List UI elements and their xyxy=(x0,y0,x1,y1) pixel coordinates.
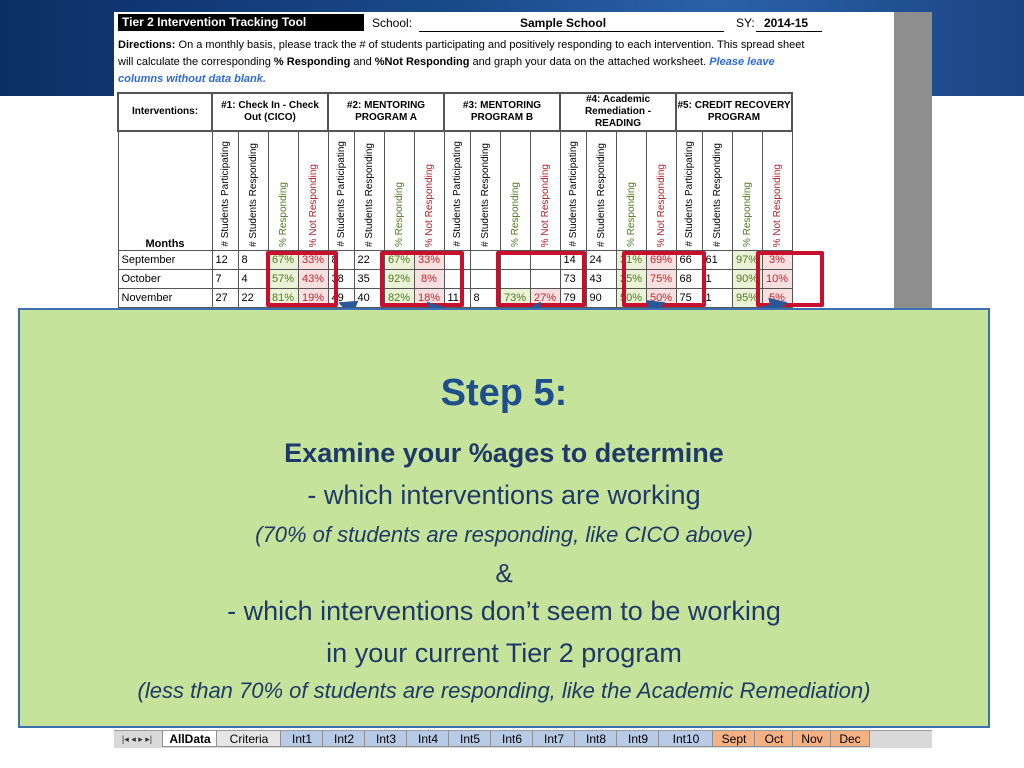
callout-line-6: in your current Tier 2 program xyxy=(326,638,682,668)
pct-responding-cell[interactable]: 57% xyxy=(268,270,298,289)
sy-value[interactable]: 2014-15 xyxy=(764,16,809,30)
col-header-responding xyxy=(238,131,268,251)
col-header-label: # Students Responding xyxy=(479,143,491,247)
pct-not-responding-cell[interactable]: 50% xyxy=(646,289,676,308)
col-header-participating xyxy=(560,131,586,251)
highlight-box-credit-recovery xyxy=(756,251,824,307)
step-callout-box xyxy=(18,308,990,728)
count-cell[interactable]: 40 xyxy=(354,289,384,308)
pct-responding-cell[interactable]: 90% xyxy=(732,270,762,289)
col-header-responding xyxy=(354,131,384,251)
count-cell[interactable]: 68 xyxy=(676,270,702,289)
sy-underline xyxy=(756,31,822,32)
callout-line-7: (less than 70% of students are responding, like the Academic Remediation) xyxy=(137,678,871,703)
pct-not-responding-cell[interactable]: 43% xyxy=(298,270,328,289)
col-header-label: # Students Participating xyxy=(335,141,347,247)
count-cell[interactable]: 4 xyxy=(238,270,268,289)
col-header-label: % Responding xyxy=(625,181,637,247)
col-header-label: # Students Responding xyxy=(363,143,375,247)
count-cell[interactable]: 8 xyxy=(328,251,354,270)
count-cell[interactable]: 66 xyxy=(676,251,702,270)
pct-responding-cell[interactable]: 97% xyxy=(732,251,762,270)
tab-scroll-arrows[interactable]: |◂ ◂ ▸ ▸| xyxy=(121,734,153,744)
count-cell[interactable]: 90 xyxy=(586,289,616,308)
sheet-tab-int10[interactable]: Int10 xyxy=(658,731,714,747)
sheet-tab-alldata[interactable]: AllData xyxy=(162,731,218,747)
pct-responding-cell[interactable]: 50% xyxy=(616,289,646,308)
count-cell[interactable]: 79 xyxy=(560,289,586,308)
count-cell[interactable]: 7 xyxy=(212,270,238,289)
directions-label: Directions: xyxy=(118,39,176,51)
col-header-label: % Not Responding xyxy=(307,163,319,247)
col-header-pct-responding xyxy=(500,131,530,251)
sheet-tab-int1[interactable]: Int1 xyxy=(280,731,324,747)
sheet-tab-int4[interactable]: Int4 xyxy=(406,731,450,747)
count-cell[interactable]: 12 xyxy=(212,251,238,270)
intervention-header-5[interactable]: #5: CREDIT RECOVERY PROGRAM xyxy=(676,93,792,131)
col-header-responding xyxy=(586,131,616,251)
pct-responding-cell[interactable]: 67% xyxy=(384,251,414,270)
pct-not-responding-cell[interactable]: 5% xyxy=(762,289,792,308)
col-header-pct-responding xyxy=(732,131,762,251)
count-cell[interactable]: 24 xyxy=(586,251,616,270)
count-cell[interactable]: 1 xyxy=(702,270,732,289)
col-header-label: % Responding xyxy=(741,181,753,247)
pct-not-responding-cell[interactable]: 18% xyxy=(414,289,444,308)
callout-line-1: Examine your %ages to determine xyxy=(284,438,724,468)
pct-responding-cell[interactable]: 31% xyxy=(616,251,646,270)
col-header-label: % Responding xyxy=(393,181,405,247)
intervention-header-1[interactable]: #1: Check In - Check Out (CICO) xyxy=(212,93,328,131)
col-header-label: % Not Responding xyxy=(423,163,435,247)
school-label: School: xyxy=(372,16,413,30)
directions-note: Please leave columns without data blank. xyxy=(118,56,775,85)
intervention-header-2[interactable]: #2: MENTORING PROGRAM A xyxy=(328,93,444,131)
pct-not-responding-cell[interactable]: 19% xyxy=(298,289,328,308)
sheet-tab-int7[interactable]: Int7 xyxy=(532,731,576,747)
school-underline xyxy=(419,31,724,32)
col-header-label: # Students Responding xyxy=(711,143,723,247)
pct-responding-cell[interactable]: 82% xyxy=(384,289,414,308)
col-header-participating xyxy=(328,131,354,251)
col-header-participating xyxy=(444,131,470,251)
sheet-tab-int3[interactable]: Int3 xyxy=(364,731,408,747)
callout-line-4: & xyxy=(495,558,513,588)
col-header-pct-responding xyxy=(268,131,298,251)
sheet-tab-int5[interactable]: Int5 xyxy=(448,731,492,747)
month-cell[interactable]: September xyxy=(118,251,212,270)
col-header-pct-responding xyxy=(616,131,646,251)
pct-not-responding-cell[interactable]: 3% xyxy=(762,251,792,270)
count-cell[interactable]: 73 xyxy=(560,270,586,289)
sheet-tab-oct[interactable]: Oct xyxy=(754,731,794,747)
sheet-tab-int6[interactable]: Int6 xyxy=(490,731,534,747)
pct-responding-cell[interactable]: 25% xyxy=(616,270,646,289)
callout-line-5: - which interventions don’t seem to be working xyxy=(227,596,781,626)
col-header-label: # Students Responding xyxy=(247,143,259,247)
col-header-pct-not-responding xyxy=(298,131,328,251)
pct-not-responding-cell[interactable]: 75% xyxy=(646,270,676,289)
sheet-tab-sept[interactable]: Sept xyxy=(712,731,756,747)
sheet-tab-int2[interactable]: Int2 xyxy=(322,731,366,747)
pct-not-responding-cell[interactable]: 33% xyxy=(414,251,444,270)
callout-line-2: - which interventions are working xyxy=(307,480,701,510)
col-header-pct-responding xyxy=(384,131,414,251)
pct-not-responding-cell[interactable]: 33% xyxy=(298,251,328,270)
col-header-participating xyxy=(676,131,702,251)
col-header-label: # Students Responding xyxy=(595,143,607,247)
count-cell[interactable]: 22 xyxy=(354,251,384,270)
month-cell[interactable]: October xyxy=(118,270,212,289)
pct-not-responding-cell[interactable]: 27% xyxy=(530,289,560,308)
sheet-title: Tier 2 Intervention Tracking Tool xyxy=(118,14,364,31)
pct-not-responding-cell[interactable]: 69% xyxy=(646,251,676,270)
col-header-label: # Students Participating xyxy=(451,141,463,247)
col-header-label: % Not Responding xyxy=(539,163,551,247)
col-header-label: # Students Participating xyxy=(683,141,695,247)
count-cell[interactable]: 49 xyxy=(328,289,354,308)
col-header-label: % Responding xyxy=(277,181,289,247)
highlight-box-cico xyxy=(266,251,338,307)
col-header-label: % Not Responding xyxy=(771,163,783,247)
callout-line-3: (70% of students are responding, like CICO above) xyxy=(255,522,753,547)
col-header-label: # Students Participating xyxy=(567,141,579,247)
pct-responding-cell[interactable]: 95% xyxy=(732,289,762,308)
col-header-pct-not-responding xyxy=(762,131,792,251)
col-header-participating xyxy=(212,131,238,251)
intervention-header-4[interactable]: #4: Academic Remediation - READING xyxy=(560,93,676,131)
col-header-label: % Responding xyxy=(509,181,521,247)
count-cell[interactable]: 27 xyxy=(212,289,238,308)
directions-bold2: %Not Responding xyxy=(374,56,470,68)
count-cell[interactable]: 75 xyxy=(676,289,702,308)
col-header-pct-not-responding xyxy=(646,131,676,251)
school-value[interactable]: Sample School xyxy=(520,16,607,30)
pct-not-responding-cell[interactable]: 10% xyxy=(762,270,792,289)
intervention-header-3[interactable]: #3: MENTORING PROGRAM B xyxy=(444,93,560,131)
count-cell[interactable]: 43 xyxy=(586,270,616,289)
count-cell[interactable]: 38 xyxy=(328,270,354,289)
months-header: Months xyxy=(118,131,212,251)
directions-part2: and xyxy=(350,56,375,68)
count-cell[interactable]: 35 xyxy=(354,270,384,289)
sy-label: SY: xyxy=(736,16,755,30)
count-cell[interactable]: 1 xyxy=(702,289,732,308)
sheet-tab-criteria[interactable]: Criteria xyxy=(216,731,282,747)
count-cell[interactable]: 8 xyxy=(470,289,500,308)
col-header-label: % Not Responding xyxy=(655,163,667,247)
col-header-pct-not-responding xyxy=(414,131,444,251)
directions-part3: and graph your data on the attached worksheet. xyxy=(469,56,710,68)
interventions-label: Interventions: xyxy=(118,93,212,131)
pct-responding-cell[interactable]: 67% xyxy=(268,251,298,270)
directions-bold1: % Responding xyxy=(273,56,351,68)
col-header-responding xyxy=(702,131,732,251)
col-header-label: # Students Participating xyxy=(219,141,231,247)
sheet-scrollbar[interactable] xyxy=(894,12,932,312)
col-header-pct-not-responding xyxy=(530,131,560,251)
directions-part1: On a monthly basis, please track the # of students participating and positively responding to each intervention. This spread sheet will calculate the corresponding xyxy=(118,39,805,68)
sheet-tab-dec[interactable]: Dec xyxy=(830,731,870,747)
sheet-tab-int9[interactable]: Int9 xyxy=(616,731,660,747)
count-cell[interactable]: 14 xyxy=(560,251,586,270)
step-heading: Step 5: xyxy=(440,372,568,414)
directions-text xyxy=(118,37,818,88)
highlight-box-mentoring-b xyxy=(496,251,586,307)
highlight-box-mentoring-a xyxy=(380,251,464,307)
count-cell[interactable]: 61 xyxy=(702,251,732,270)
pct-not-responding-cell[interactable]: 8% xyxy=(414,270,444,289)
col-header-responding xyxy=(470,131,500,251)
sheet-tab-int8[interactable]: Int8 xyxy=(574,731,618,747)
sheet-tab-bar xyxy=(114,730,932,748)
pct-responding-cell[interactable]: 92% xyxy=(384,270,414,289)
count-cell[interactable]: 22 xyxy=(238,289,268,308)
month-cell[interactable]: November xyxy=(118,289,212,308)
pct-responding-cell[interactable]: 73% xyxy=(500,289,530,308)
count-cell[interactable]: 8 xyxy=(238,251,268,270)
sheet-tab-nov[interactable]: Nov xyxy=(792,731,832,747)
highlight-box-academic xyxy=(622,251,706,307)
count-cell[interactable]: 11 xyxy=(444,289,470,308)
pct-responding-cell[interactable]: 81% xyxy=(268,289,298,308)
